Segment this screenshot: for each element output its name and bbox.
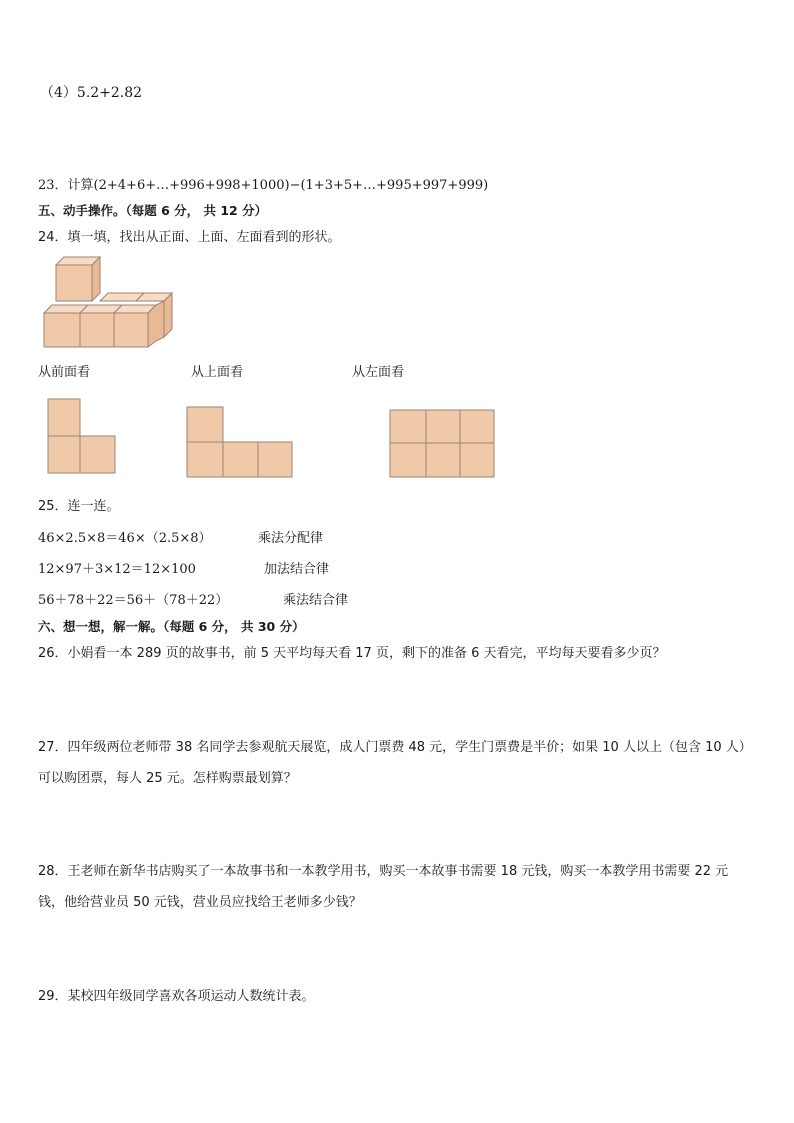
cube-front-row <box>44 301 164 347</box>
question-24: 24．填一填，找出从正面、上面、左面看到的形状。 <box>38 230 341 245</box>
question-29: 29．某校四年级同学喜欢各项运动人数统计表。 <box>38 989 315 1004</box>
match-left-3: 56＋78＋22＝56＋（78＋22） <box>38 593 229 608</box>
question-25: 25．连一连。 <box>38 499 120 514</box>
label-top-view: 从上面看 <box>191 365 244 380</box>
match-left-2: 12×97＋3×12＝12×100 <box>38 562 196 577</box>
q22-item-4: （4）5.2+2.82 <box>40 85 143 101</box>
top-view-figure <box>186 406 296 481</box>
match-right-3: 乘法结合律 <box>283 593 349 608</box>
label-front-view: 从前面看 <box>38 365 91 380</box>
cube-stack-figure <box>40 255 180 355</box>
question-28: 28．王老师在新华书店购买了一本故事书和一本教学用书，购买一本故事书需要 18 元钱，购买一本教学用书需要 22 元钱，他给营业员 50 元钱，营业员应找给王老师多少钱？ <box>38 864 729 910</box>
label-left-view: 从左面看 <box>352 365 405 380</box>
match-right-2: 加法结合律 <box>264 562 330 577</box>
section-6-title: 六、想一想，解一解。（每题 6 分， 共 30 分） <box>38 619 305 634</box>
question-27: 27．四年级两位老师带 38 名同学去参观航天展览，成人门票费 48 元，学生门票费是半价；如果 10 人以上（包含 10 人）可以购团票，每人 25 元。怎样购票最划算？ <box>38 740 746 786</box>
section-5-title: 五、动手操作。（每题 6 分， 共 12 分） <box>38 203 268 218</box>
cube-top-stacked <box>56 257 100 301</box>
match-right-1: 乘法分配律 <box>258 531 324 546</box>
question-23: 23．计算(2+4+6+…+996+998+1000)−(1+3+5+…+995+997+999) <box>38 178 489 193</box>
question-26: 26．小娟看一本 289 页的故事书，前 5 天平均每天看 17 页，剩下的准备 6 天看完，平均每天要看多少页？ <box>38 646 666 661</box>
front-view-figure <box>47 398 127 478</box>
match-left-1: 46×2.5×8＝46×（2.5×8） <box>38 531 212 546</box>
left-view-figure <box>389 409 499 481</box>
